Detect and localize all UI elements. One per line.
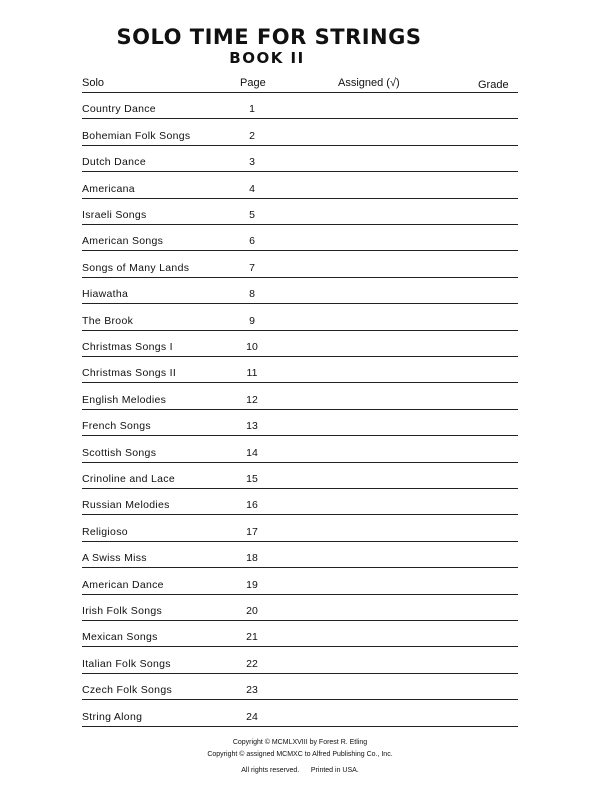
solo-title: Country Dance [82, 103, 156, 116]
column-header-assigned: Assigned (√) [338, 77, 400, 89]
solo-title: A Swiss Miss [82, 552, 147, 565]
page-number: 7 [249, 261, 255, 274]
page-number: 11 [246, 367, 258, 380]
solo-title: Czech Folk Songs [82, 684, 173, 697]
page-number: 10 [246, 340, 258, 353]
solo-title: Dutch Dance [82, 156, 146, 169]
solo-title: Mexican Songs [82, 631, 158, 644]
page-number: 19 [246, 578, 258, 591]
column-header-solo: Solo [82, 77, 105, 89]
table-row [82, 278, 518, 304]
page-number: 20 [246, 604, 258, 617]
page-number: 14 [246, 446, 258, 459]
solo-title: Irish Folk Songs [82, 604, 163, 617]
table-row [82, 674, 518, 700]
page-number: 6 [249, 235, 255, 248]
page-number: 1 [249, 103, 255, 116]
table-row [82, 93, 518, 119]
solo-title: Italian Folk Songs [82, 657, 171, 670]
table-row [82, 489, 518, 515]
column-header-page: Page [240, 77, 266, 89]
solo-title: Scottish Songs [82, 446, 157, 459]
table-row [82, 700, 518, 726]
table-row [82, 410, 518, 436]
page-number: 12 [246, 393, 258, 406]
table-row [82, 621, 518, 647]
page-number: 17 [246, 525, 258, 538]
table-row [82, 568, 518, 594]
table-row [82, 172, 518, 198]
solo-title: American Songs [82, 235, 164, 248]
solo-title: Religioso [82, 525, 128, 538]
copyright-assignment-line: Copyright © assigned MCMXC to Alfred Publishing Co., Inc. [207, 751, 393, 758]
table-row [82, 542, 518, 568]
page-title: SOLO TIME FOR STRINGS [116, 25, 422, 49]
solo-title: Crinoline and Lace [82, 472, 175, 485]
table-row [82, 436, 518, 462]
solo-title: String Along [82, 710, 143, 723]
page-number: 16 [246, 499, 258, 512]
solo-title: Americana [82, 182, 135, 195]
solo-title: French Songs [82, 420, 151, 433]
solo-title: Hiawatha [82, 288, 129, 301]
page-number: 13 [246, 420, 258, 433]
page-number: 5 [249, 208, 255, 221]
table-row [82, 383, 518, 409]
solo-title: Bohemian Folk Songs [82, 129, 191, 142]
table-row [82, 304, 518, 330]
page-number: 21 [246, 631, 258, 644]
page-number: 2 [249, 129, 255, 142]
table-row [82, 146, 518, 172]
table-row [82, 463, 518, 489]
book-subtitle: BOOK II [229, 49, 305, 67]
table-row [82, 647, 518, 673]
page-number: 8 [249, 288, 255, 301]
page-number: 22 [246, 657, 258, 670]
rights-line: All rights reserved. Printed in USA. [241, 767, 359, 774]
solo-title: Songs of Many Lands [82, 261, 190, 274]
page-number: 15 [246, 472, 258, 485]
table-row [82, 251, 518, 277]
page-number: 4 [249, 182, 255, 195]
page-number: 18 [246, 552, 258, 565]
table-row [82, 595, 518, 621]
page-number: 24 [246, 710, 258, 723]
solo-title: American Dance [82, 578, 164, 591]
copyright-line: Copyright © MCMLXVIII by Forest R. Etling [232, 739, 368, 746]
solo-title: Russian Melodies [82, 499, 170, 512]
table-row [82, 199, 518, 225]
solo-title: Israeli Songs [82, 208, 147, 221]
solo-title: English Melodies [82, 393, 167, 406]
page-number: 23 [246, 684, 258, 697]
table-row [82, 119, 518, 145]
solo-title: Christmas Songs I [82, 340, 173, 353]
page-number: 9 [249, 314, 255, 327]
table-row [82, 331, 518, 357]
solo-title: Christmas Songs II [82, 367, 177, 380]
table-row [82, 357, 518, 383]
table-row [82, 225, 518, 251]
page-number: 3 [249, 156, 255, 169]
table-row [82, 515, 518, 541]
column-header-grade: Grade [478, 79, 509, 91]
solo-title: The Brook [82, 314, 134, 327]
